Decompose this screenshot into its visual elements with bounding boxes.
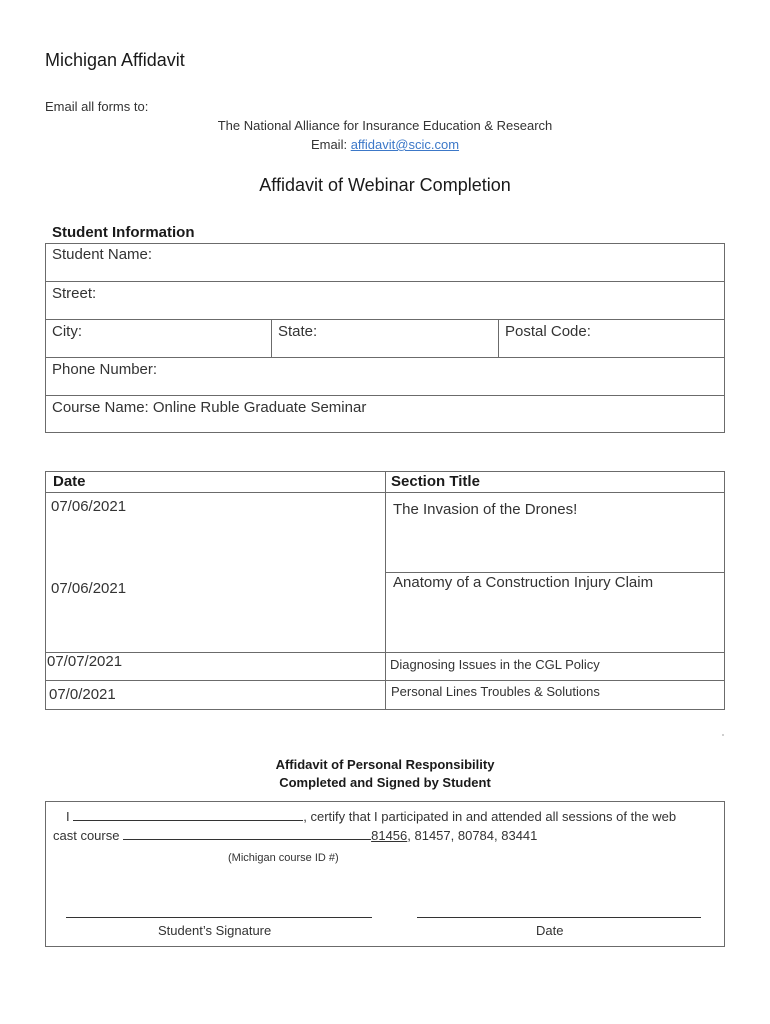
cast-course-label: cast course <box>53 828 120 843</box>
table-cell-date: 07/06/2021 <box>51 498 127 515</box>
street-row[interactable] <box>46 281 724 320</box>
affidavit-title: Affidavit of Personal Responsibility <box>275 757 495 772</box>
city-state-postal-row <box>46 319 724 358</box>
phone-label: Phone Number: <box>52 361 158 378</box>
document-title: Michigan Affidavit <box>45 50 185 70</box>
email-instructions: Email all forms to: <box>45 99 149 114</box>
decorative-dot <box>722 734 724 736</box>
signature-line[interactable] <box>66 917 372 918</box>
certification-box <box>45 801 725 947</box>
student-info-box <box>45 243 725 433</box>
form-heading: Affidavit of Webinar Completion <box>259 175 511 195</box>
table-cell-title: Diagnosing Issues in the CGL Policy <box>390 657 600 672</box>
certify-text: , certify that I participated in and attended all sessions of the web <box>303 809 677 824</box>
email-link[interactable]: affidavit@scic.com <box>350 137 460 152</box>
table-cell-date: 07/0/2021 <box>49 686 116 703</box>
course-id-underlined: 81456 <box>371 828 408 843</box>
course-blank[interactable] <box>123 839 371 840</box>
course-id-note: (Michigan course ID #) <box>228 852 339 864</box>
table-cell-date: 07/07/2021 <box>47 653 123 670</box>
divider <box>498 320 499 358</box>
student-name-row[interactable] <box>46 243 724 281</box>
table-cell-title: Personal Lines Troubles & Solutions <box>391 684 600 699</box>
student-name-blank[interactable] <box>73 820 303 821</box>
table-cell-date: 07/06/2021 <box>51 580 127 597</box>
organization-email-line <box>0 137 770 152</box>
column-header-date: Date <box>53 473 86 490</box>
row-divider <box>46 492 724 493</box>
postal-code-label: Postal Code: <box>505 323 591 340</box>
i-label: I <box>66 809 70 824</box>
date-line[interactable] <box>417 917 701 918</box>
email-label: Email: <box>310 137 348 152</box>
affidavit-subtitle: Completed and Signed by Student <box>279 775 491 790</box>
organization-name: The National Alliance for Insurance Education & Research <box>217 118 553 133</box>
course-name-label: Course Name: Online Ruble Graduate Seminar <box>52 399 367 416</box>
row-divider <box>46 652 724 653</box>
cast-course-line <box>53 828 537 843</box>
date-label: Date <box>536 923 564 938</box>
signature-label: Student’s Signature <box>158 923 272 938</box>
street-label: Street: <box>52 285 97 302</box>
column-divider <box>385 472 386 709</box>
student-info-label: Student Information <box>52 224 195 241</box>
sessions-table <box>45 471 725 710</box>
city-label: City: <box>52 323 82 340</box>
column-header-section-title: Section Title <box>391 473 480 490</box>
certify-line <box>66 809 676 824</box>
course-row <box>46 395 724 434</box>
table-cell-title: The Invasion of the Drones! <box>393 501 578 518</box>
table-cell-title: Anatomy of a Construction Injury Claim <box>393 574 654 591</box>
phone-row[interactable] <box>46 357 724 396</box>
row-divider <box>385 572 724 573</box>
state-label: State: <box>278 323 318 340</box>
row-divider <box>46 680 724 681</box>
course-ids-rest: , 81457, 80784, 83441 <box>407 828 538 843</box>
student-name-label: Student Name: <box>52 246 153 263</box>
divider <box>271 320 272 358</box>
